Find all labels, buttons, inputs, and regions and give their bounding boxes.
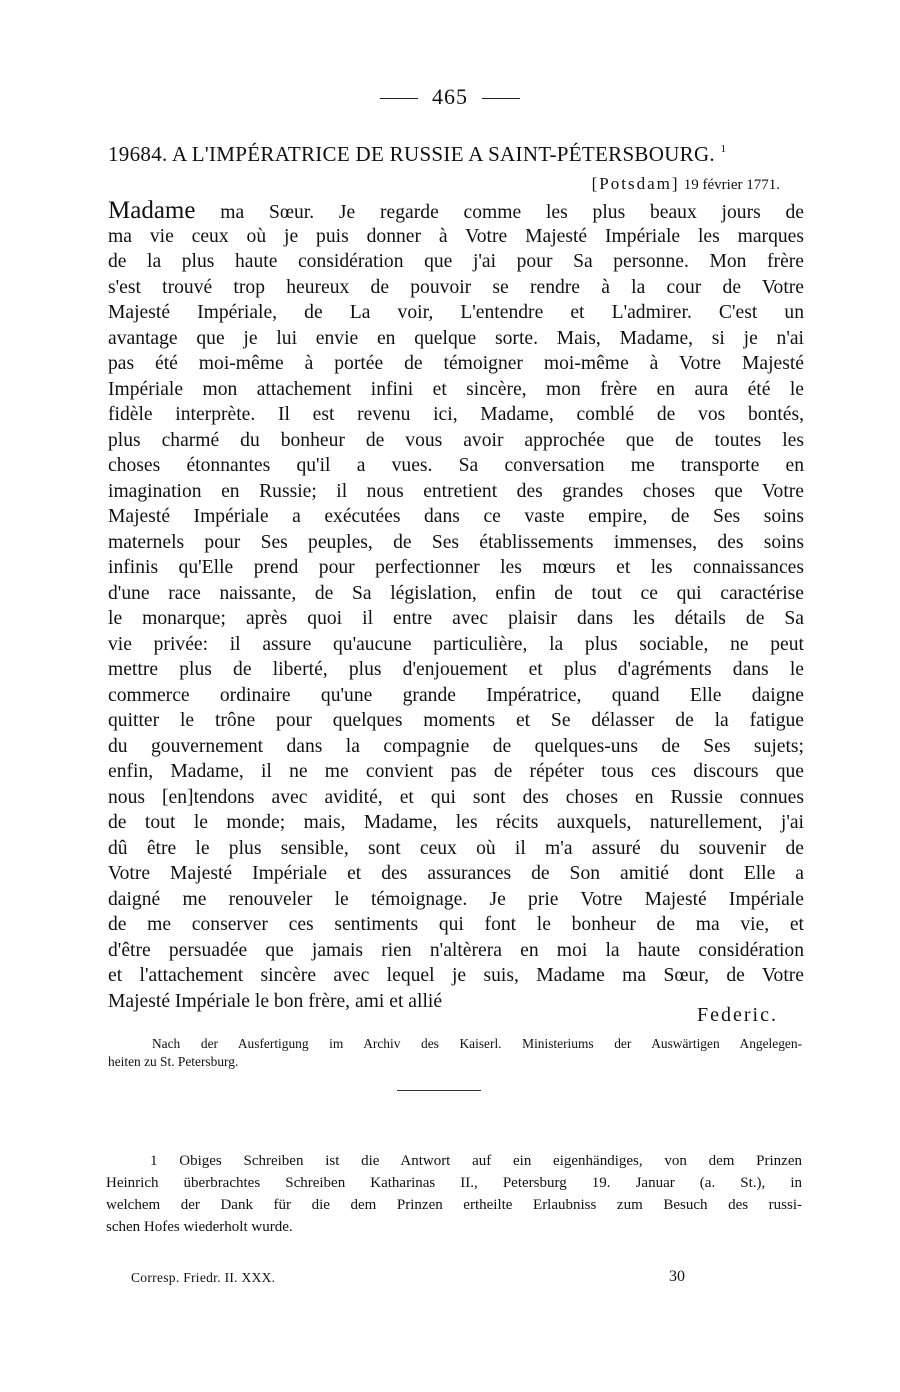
source-note-line: heiten zu St. Petersburg. xyxy=(108,1054,239,1069)
letter-line: choses étonnantes qu'il a vues. Sa conversation me transporte en xyxy=(108,455,804,476)
letter-line: Majesté Impériale le bon frère, ami et allié xyxy=(108,990,443,1012)
footnote-line: schen Hofes wiederholt wurde. xyxy=(106,1219,293,1235)
source-note-line: Nach der Ausfertigung im Archiv des Kaiserl. Ministeriums der Auswärtigen Angelegen- xyxy=(152,1036,802,1051)
letter-line: vie privée: il assure qu'aucune particulière, la plus sociable, ne peut xyxy=(108,633,804,655)
letter-line: pas été moi-même à portée de témoigner moi-même à Votre Majesté xyxy=(108,353,804,374)
letter-line: Madame ma Sœur. Je regarde comme les plus beaux jours de xyxy=(108,197,804,224)
letter-line: nous [en]tendons avec avidité, et qui sont des choses en Russie connues xyxy=(108,786,804,808)
letter-line: maternels pour Ses peuples, de Ses établissements immenses, des soins xyxy=(108,531,804,553)
dateline-date: 19 février 1771. xyxy=(683,177,780,193)
letter-line: mettre plus de liberté, plus d'enjouement et plus d'agréments dans le xyxy=(108,659,804,680)
footnote-line: welchem der Dank für die dem Prinzen ertheilte Erlaubniss zum Besuch des russi- xyxy=(106,1197,802,1213)
letter-line: du gouvernement dans la compagnie de quelques-uns de Ses sujets; xyxy=(108,735,804,757)
dateline-place: [Potsdam] xyxy=(591,174,680,193)
letter-line: ma vie ceux où je puis donner à Votre Majesté Impériale les marques xyxy=(108,225,804,247)
letter-line: Votre Majesté Impériale et des assurances de Son amitié dont Elle a xyxy=(108,863,804,884)
page-number: 465 xyxy=(432,84,468,109)
letter-line: et l'attachement sincère avec lequel je suis, Madame ma Sœur, de Votre xyxy=(108,965,804,986)
letter-line: infinis qu'Elle prend pour perfectionner les mœurs et les connaissances xyxy=(108,557,804,578)
letter-body xyxy=(108,198,804,1014)
letter-line: Majesté Impériale, de La voir, L'entendre et L'admirer. C'est un xyxy=(108,302,804,323)
letter-line: Majesté Impériale a exécutées dans ce vaste empire, de Ses soins xyxy=(108,506,804,527)
source-note xyxy=(108,1035,802,1071)
sheet-number: 30 xyxy=(669,1268,685,1285)
footnote-line: Heinrich überbrachtes Schreiben Katharinas II., Petersburg 19. Januar (a. St.), in xyxy=(106,1175,802,1191)
dateline xyxy=(592,174,780,194)
letter-line: quitter le trône pour quelques moments et Se délasser de la fatigue xyxy=(108,710,804,731)
running-foot: Corresp. Friedr. II. XXX. xyxy=(131,1270,276,1285)
footnote-line: 1 Obiges Schreiben ist die Antwort auf ein eigenhändiges, von dem Prinzen xyxy=(150,1153,802,1169)
right-rule xyxy=(482,98,520,99)
letter-line: commerce ordinaire qu'une grande Impératrice, quand Elle daigne xyxy=(108,684,804,706)
letter-line: plus charmé du bonheur de vous avoir approchée que de toutes les xyxy=(108,429,804,451)
signature: Federic. xyxy=(697,1004,778,1026)
initial-word: Madame xyxy=(108,197,196,224)
page-number-header xyxy=(0,84,900,110)
letter-line: daigné me renouveler le témoignage. Je prie Votre Majesté Impériale xyxy=(108,888,804,910)
letter-line: dû être le plus sensible, sont ceux où il m'a assuré du souvenir de xyxy=(108,837,804,859)
letter-line: fidèle interprète. Il est revenu ici, Madame, comblé de vos bontés, xyxy=(108,404,804,425)
letter-line: enfin, Madame, il ne me convient pas de répéter tous ces discours que xyxy=(108,761,804,782)
letter-line: de tout le monde; mais, Madame, les récits auxquels, naturellement, j'ai xyxy=(108,812,804,833)
letter-line: Impériale mon attachement infini et sincère, mon frère en aura été le xyxy=(108,378,804,400)
letter-line: le monarque; après quoi il entre avec plaisir dans les détails de Sa xyxy=(108,608,804,629)
heading-footnote-mark: 1 xyxy=(720,143,727,155)
letter-line: de la plus haute considération que j'ai pour Sa personne. Mon frère xyxy=(108,251,804,272)
heading-text: 19684. A L'IMPÉRATRICE DE RUSSIE A SAINT-PÉTERSBOURG. xyxy=(108,142,715,166)
footnote xyxy=(106,1150,802,1238)
letter-line: d'être persuadée que jamais rien n'altèrera en moi la haute considération xyxy=(108,939,804,961)
section-divider xyxy=(397,1090,481,1091)
letter-line: de me conserver ces sentiments qui font le bonheur de ma vie, et xyxy=(108,914,804,935)
letter-heading xyxy=(108,142,726,167)
letter-line: d'une race naissante, de Sa législation, enfin de tout ce qui caractérise xyxy=(108,582,804,604)
letter-line: imagination en Russie; il nous entretient des grandes choses que Votre xyxy=(108,480,804,502)
left-rule xyxy=(380,98,418,99)
letter-line: avantage que je lui envie en quelque sorte. Mais, Madame, si je n'ai xyxy=(108,327,804,349)
letter-line: s'est trouvé trop heureux de pouvoir se rendre à la cour de Votre xyxy=(108,276,804,298)
